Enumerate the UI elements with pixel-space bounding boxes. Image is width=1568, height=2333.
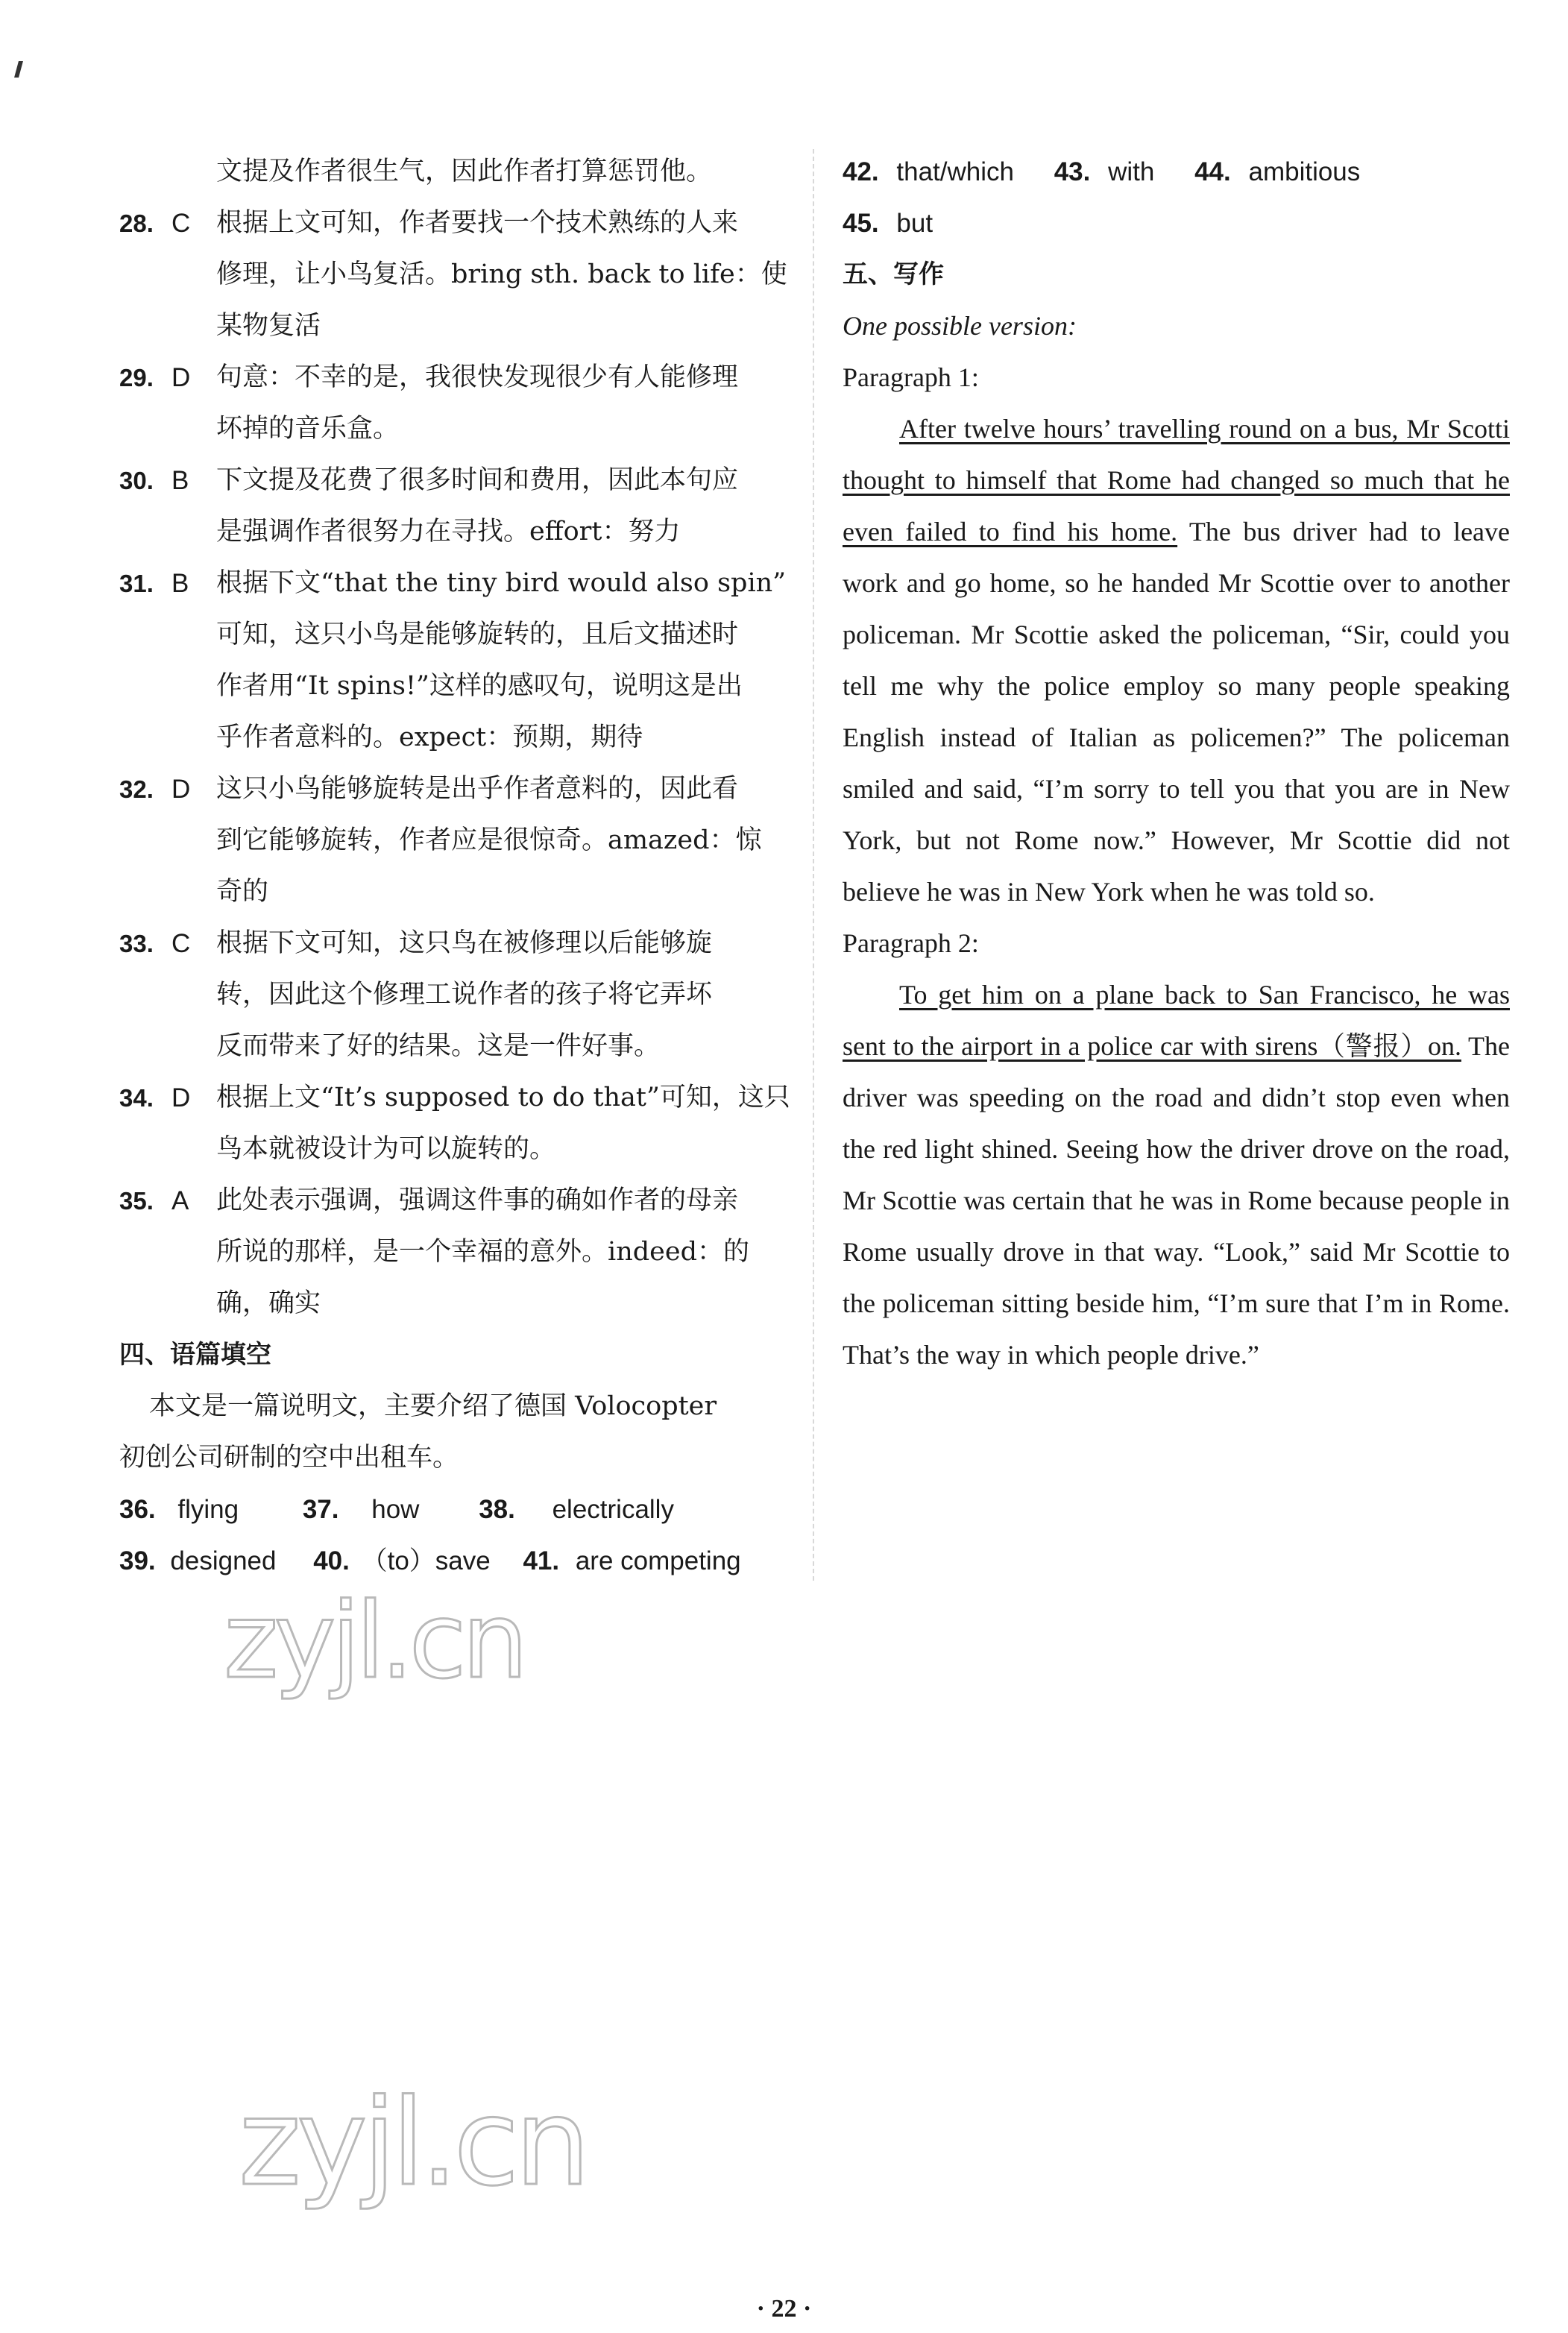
explanation-text: 坏掉的音乐盒。 <box>216 414 400 444</box>
page-number: · 22 · <box>756 2295 812 2323</box>
question-number: 32. <box>119 775 154 803</box>
explanation-text: 到它能够旋转，作者应是很惊奇。amazed：惊 <box>216 825 762 855</box>
paragraph-2-underlined: To get him on a plane back to San Francisco, he was sent to the airport in a police car with sirens（警报）on. <box>843 980 1510 1061</box>
explanation-item <box>119 198 783 249</box>
corner-mark <box>14 61 23 78</box>
paragraph-1-label: Paragraph 1: <box>843 362 979 392</box>
explanation-item-continuation <box>119 249 787 300</box>
answer-number: 36. <box>119 1495 156 1524</box>
version-label: One possible version: <box>843 311 1077 341</box>
paragraph-2-text: The driver was speeding on the road and didn’t stop even when the red light shined. Seeing how the driver drove on the road, Mr Scottie was certain that he was in Rome because people in Rome usually drove in that way. “Look,” said Mr Scottie to the policeman sitting beside him, “I’m sure that I’m in Rome. That’s the way in which people drive.” <box>843 1031 1510 1370</box>
explanation-item-continuation <box>119 300 783 352</box>
explanation-item-continuation <box>119 969 783 1021</box>
answer-number: 37. <box>302 1495 339 1524</box>
answer-number: 40. <box>313 1546 350 1575</box>
paragraph-1-text: The bus driver had to leave work and go home, so he handed Mr Scottie over to another policeman. Mr Scottie asked the policeman, “Sir, could you tell me why the police employ so many people speaking English instead of Italian as policemen?” The policeman smiled and said, “I’m sorry to tell you that you are in New York, but not Rome now.” However, Mr Scottie did not believe he was in New York when he was told so. <box>843 517 1511 907</box>
answer-explanations <box>119 198 790 1329</box>
paragraph-1-underlined: After twelve hours’ travelling round on a bus, Mr Scotti thought to himself that Rome had changed so much that he even failed to find his home. <box>843 414 1510 547</box>
answer-value: electrically <box>552 1495 674 1524</box>
explanation-text: 作者用“It spins!”这样的感叹句，说明这是出 <box>216 671 743 701</box>
explanation-text: 根据上文“It’s supposed to do that”可知，这只 <box>216 1083 790 1112</box>
answer-letter: B <box>171 466 189 495</box>
explanation-item-continuation <box>119 1124 783 1175</box>
explanation-text: 根据下文可知，这只鸟在被修理以后能够旋 <box>216 928 713 958</box>
explanation-item-continuation <box>119 403 783 455</box>
answer-number: 43. <box>1054 157 1091 186</box>
explanation-item-continuation <box>119 712 783 764</box>
answer-letter: D <box>171 363 191 392</box>
explanation-text: 这只小鸟能够旋转是出乎作者意料的，因此看 <box>216 774 739 804</box>
question-number: 35. <box>119 1187 154 1215</box>
explanation-text: 可知，这只小鸟是能够旋转的，且后文描述时 <box>216 620 739 649</box>
explanation-text: 修理，让小鸟复活。bring sth. back to life：使 <box>216 259 787 289</box>
explanation-text: 鸟本就被设计为可以旋转的。 <box>216 1134 556 1164</box>
answer-value: ambitious <box>1248 157 1361 186</box>
question-number: 30. <box>119 467 154 494</box>
answer-value: flying <box>177 1495 239 1524</box>
section-4-intro-line-1: 本文是一篇说明文，主要介绍了德国 Volocopter <box>149 1391 717 1421</box>
answer-letter: B <box>171 569 189 598</box>
explanation-text: 奇的 <box>216 877 269 907</box>
answer-value: （to）save <box>361 1546 491 1575</box>
section-4-title: 四、语篇填空 <box>119 1340 271 1370</box>
explanation-item-continuation <box>119 1278 783 1329</box>
answer-value: that/which <box>896 157 1014 186</box>
question-number: 28. <box>119 210 154 237</box>
answer-letter: C <box>171 209 191 238</box>
question-number: 29. <box>119 364 154 391</box>
explanation-item <box>119 558 787 609</box>
answer-number: 42. <box>843 157 879 186</box>
answer-value: are competing <box>575 1546 741 1575</box>
explanation-text: 根据上文可知，作者要找一个技术熟练的人来 <box>216 208 739 238</box>
answer-number: 39. <box>119 1546 156 1575</box>
left-column <box>119 146 790 1587</box>
explanation-item <box>119 1175 783 1227</box>
answer-number: 44. <box>1194 157 1231 186</box>
explanation-item-continuation <box>119 661 783 712</box>
answer-letter: D <box>171 1083 191 1112</box>
explanation-item-continuation <box>119 1021 783 1072</box>
explanation-text: 句意：不幸的是，我很快发现很少有人能修理 <box>216 362 739 392</box>
explanation-text: 确，确实 <box>216 1288 321 1318</box>
explanation-text: 根据下文“that the tiny bird would also spin” <box>216 568 787 598</box>
answer-letter: A <box>171 1186 189 1215</box>
paragraph-2-label: Paragraph 2: <box>843 928 979 958</box>
explanation-item-continuation <box>119 609 783 661</box>
answer-value: but <box>896 209 933 238</box>
answer-letter: D <box>171 775 191 804</box>
answer-value: designed <box>170 1546 277 1575</box>
explanation-text: 所说的那样，是一个幸福的意外。indeed：的 <box>216 1237 749 1267</box>
right-column <box>843 146 1510 1381</box>
fill-answers-row-2 <box>119 1535 783 1587</box>
answer-number: 41. <box>523 1546 560 1575</box>
explanation-item-continuation <box>119 506 783 558</box>
answer-number: 38. <box>479 1495 515 1524</box>
answer-letter: C <box>171 929 191 958</box>
explanation-item <box>119 918 783 969</box>
section-4-intro-line-2: 初创公司研制的空中出租车。 <box>119 1443 459 1473</box>
explanation-text: 下文提及花费了很多时间和费用，因此本句应 <box>216 465 739 495</box>
explanation-item <box>119 455 783 506</box>
paragraph-2 <box>843 969 1510 1381</box>
explanation-text: 反而带来了好的结果。这是一件好事。 <box>216 1031 661 1061</box>
explanation-text: 某物复活 <box>216 311 321 341</box>
answer-value: with <box>1108 157 1155 186</box>
explanation-text: 是强调作者很努力在寻找。effort：努力 <box>216 517 681 547</box>
lead-line: 文提及作者很生气，因此作者打算惩罚他。 <box>216 157 713 186</box>
fill-answers-row-1 <box>119 1484 783 1535</box>
explanation-text: 此处表示强调，强调这件事的确如作者的母亲 <box>216 1186 739 1215</box>
watermark-bottom: zyjl.cn <box>239 2073 586 2212</box>
explanation-text: 转，因此这个修理工说作者的孩子将它弄坏 <box>216 980 713 1010</box>
fill-answers-row-4 <box>843 198 1510 249</box>
explanation-item-continuation <box>119 1227 783 1278</box>
watermark-top: zyjl.cn <box>224 1581 524 1702</box>
question-number: 33. <box>119 930 154 957</box>
explanation-item <box>119 764 783 815</box>
explanation-item <box>119 352 783 403</box>
paragraph-1 <box>843 403 1510 918</box>
question-number: 34. <box>119 1084 154 1112</box>
explanation-item <box>119 1072 790 1124</box>
answer-value: how <box>371 1495 420 1524</box>
answer-number: 45. <box>843 209 879 238</box>
column-divider <box>813 149 814 1581</box>
explanation-item-continuation <box>119 866 783 918</box>
explanation-text: 乎作者意料的。expect：预期，期待 <box>216 722 643 752</box>
section-5-title: 五、写作 <box>843 259 944 289</box>
explanation-item-continuation <box>119 815 783 866</box>
fill-answers-row-3 <box>843 146 1510 198</box>
question-number: 31. <box>119 570 154 597</box>
